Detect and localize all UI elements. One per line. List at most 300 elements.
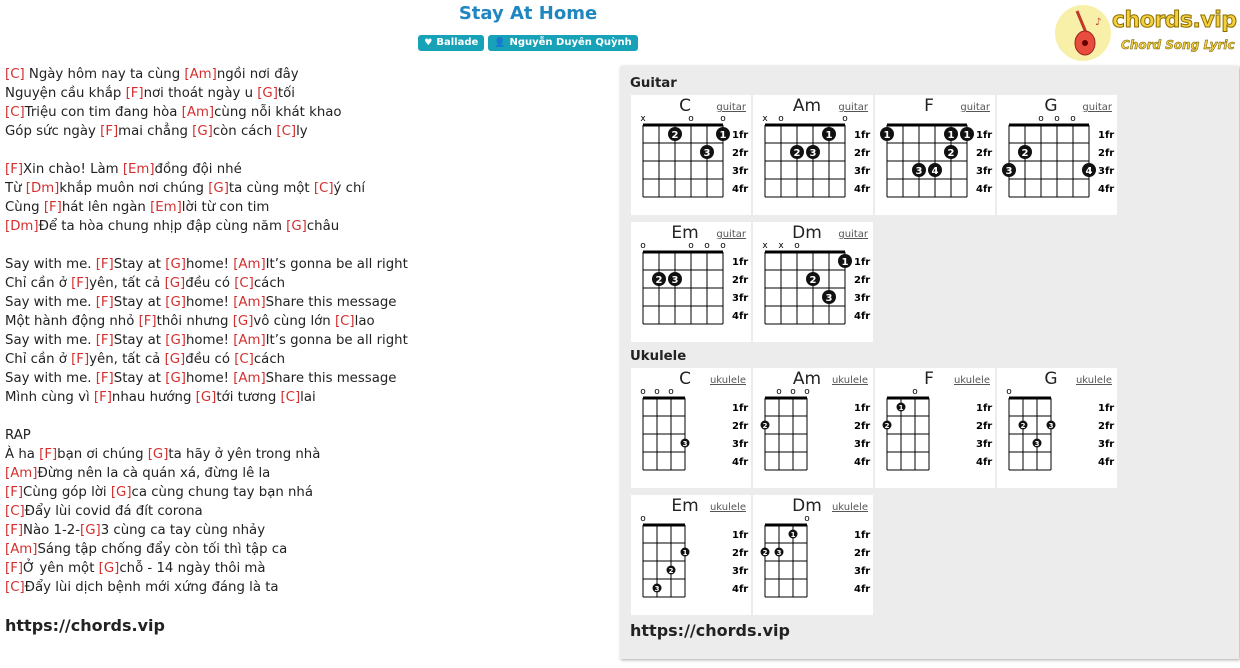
fret-label: 4fr bbox=[854, 457, 871, 468]
lyric-line bbox=[5, 274, 605, 293]
string-mark: o bbox=[720, 114, 726, 124]
footer-url[interactable]: https://chords.vip bbox=[5, 616, 165, 635]
ukulele-chord-c[interactable] bbox=[631, 368, 751, 488]
lyric-text: khắp muôn nơi chúng bbox=[59, 181, 209, 196]
finger-number: 1 bbox=[898, 404, 904, 412]
chord-marker[interactable]: [F] bbox=[100, 124, 119, 139]
guitar-link[interactable]: guitar bbox=[838, 102, 868, 113]
lyric-text: ta cùng một bbox=[228, 181, 314, 196]
finger-number: 2 bbox=[762, 422, 768, 430]
genre-label: Ballade bbox=[436, 37, 479, 48]
string-mark: x bbox=[640, 114, 646, 124]
lyric-text: Góp sức ngày bbox=[5, 124, 101, 139]
fret-label: 3fr bbox=[854, 293, 871, 304]
fret-label: 1fr bbox=[854, 530, 871, 541]
tag-row bbox=[0, 35, 1056, 51]
lyric-line bbox=[5, 426, 605, 445]
string-mark: o bbox=[804, 387, 810, 397]
string-mark: o bbox=[804, 514, 810, 524]
lyric-line bbox=[5, 312, 605, 331]
lyric-text: bạn ơi chúng bbox=[57, 447, 148, 462]
lyric-text: yên, tất cả bbox=[89, 276, 165, 291]
guitar-section-title: Guitar bbox=[630, 76, 677, 91]
fret-label: 4fr bbox=[976, 457, 993, 468]
lyric-text: Stay at bbox=[113, 295, 166, 310]
ukulele-link[interactable]: ukulele bbox=[831, 502, 868, 513]
lyric-text: Cùng bbox=[5, 200, 44, 215]
lyric-text: ly bbox=[296, 124, 308, 139]
string-mark: o bbox=[640, 387, 646, 397]
chord-marker[interactable]: [Dm] bbox=[25, 181, 60, 196]
guitar-link[interactable]: guitar bbox=[1082, 102, 1112, 113]
finger-number: 2 bbox=[1021, 148, 1029, 159]
string-mark: o bbox=[1070, 114, 1076, 124]
chord-marker[interactable]: [G] bbox=[208, 181, 229, 196]
finger-number: 3 bbox=[671, 275, 679, 286]
lyric-text: hát lên ngàn bbox=[61, 200, 151, 215]
lyric-line bbox=[5, 179, 605, 198]
finger-number: 2 bbox=[671, 130, 679, 141]
chord-name: G bbox=[1044, 96, 1058, 116]
logo-wordmark: chords.vip bbox=[1112, 8, 1237, 33]
lyric-line bbox=[5, 122, 605, 141]
chord-marker[interactable]: [C] bbox=[5, 105, 25, 120]
string-mark: o bbox=[778, 114, 784, 124]
chord-marker[interactable]: [F] bbox=[95, 295, 114, 310]
chord-marker[interactable]: [G] bbox=[110, 485, 132, 500]
chord-marker[interactable]: [G] bbox=[165, 333, 186, 348]
lyric-text: Chỉ cần ở bbox=[5, 276, 72, 291]
chord-marker[interactable]: [F] bbox=[71, 352, 90, 367]
guitar-chord-em[interactable] bbox=[631, 222, 751, 342]
lyric-text: RAP bbox=[5, 428, 31, 443]
fret-label: 3fr bbox=[854, 166, 871, 177]
fret-label: 4fr bbox=[1098, 184, 1115, 195]
fret-label: 2fr bbox=[854, 421, 871, 432]
lyric-text: ca cùng chung tay bạn nhá bbox=[131, 485, 314, 500]
chord-marker[interactable]: [F] bbox=[43, 200, 62, 215]
lyric-line bbox=[5, 369, 605, 388]
fret-label: 3fr bbox=[732, 566, 749, 577]
genre-tag[interactable] bbox=[418, 35, 484, 51]
chord-marker[interactable]: [C] bbox=[280, 390, 301, 405]
string-mark: o bbox=[640, 514, 646, 524]
finger-number: 2 bbox=[1020, 422, 1026, 430]
fret-label: 2fr bbox=[854, 275, 871, 286]
lyric-text: lai bbox=[300, 390, 316, 405]
string-mark: o bbox=[720, 241, 726, 251]
string-mark: o bbox=[1006, 387, 1012, 397]
chord-marker[interactable]: [G] bbox=[165, 257, 186, 272]
lyric-text: nơi thoát ngày u bbox=[143, 86, 258, 101]
fret-label: 3fr bbox=[854, 439, 871, 450]
chord-name: C bbox=[679, 369, 691, 389]
lyric-text: cùng nỗi khát khao bbox=[214, 105, 342, 120]
lyric-line bbox=[5, 483, 605, 502]
chord-marker[interactable]: [G] bbox=[80, 523, 101, 538]
fret-label: 4fr bbox=[976, 184, 993, 195]
fret-label: 1fr bbox=[976, 130, 993, 141]
fret-label: 3fr bbox=[732, 439, 749, 450]
ukulele-chord-g[interactable] bbox=[997, 368, 1117, 488]
lyric-text: Say with me. bbox=[5, 333, 96, 348]
finger-number: 2 bbox=[762, 549, 768, 557]
chord-name: F bbox=[924, 369, 934, 389]
fret-label: 4fr bbox=[854, 584, 871, 595]
panel-url[interactable]: https://chords.vip bbox=[630, 621, 790, 640]
lyric-text: It’s gonna be all right bbox=[265, 257, 408, 272]
lyric-text: cách bbox=[253, 352, 286, 367]
lyric-line bbox=[5, 293, 605, 312]
guitar-chord-f[interactable] bbox=[875, 95, 995, 215]
lyric-line bbox=[5, 407, 605, 426]
fret-label: 2fr bbox=[732, 421, 749, 432]
string-mark: o bbox=[912, 387, 918, 397]
lyric-line bbox=[5, 198, 605, 217]
guitar-chord-c[interactable] bbox=[631, 95, 751, 215]
svg-text:♪: ♪ bbox=[1095, 17, 1102, 28]
fret-label: 2fr bbox=[976, 421, 993, 432]
lyric-text: nhau hướng bbox=[111, 390, 196, 405]
artist-tag[interactable] bbox=[488, 35, 637, 51]
lyric-line bbox=[5, 65, 605, 84]
finger-number: 4 bbox=[931, 166, 939, 177]
finger-number: 3 bbox=[1048, 422, 1054, 430]
chord-marker[interactable]: [C] bbox=[334, 314, 355, 329]
fret-label: 4fr bbox=[1098, 457, 1115, 468]
finger-number: 3 bbox=[915, 166, 923, 177]
lyric-text: À ha bbox=[5, 447, 40, 462]
chord-marker[interactable]: [C] bbox=[5, 580, 25, 595]
guitar-chord-dm[interactable] bbox=[753, 222, 873, 342]
chord-marker[interactable]: [Am] bbox=[181, 105, 215, 120]
lyric-text: tới tương bbox=[216, 390, 281, 405]
chord-marker[interactable]: [C] bbox=[234, 352, 254, 367]
chord-marker[interactable]: [Am] bbox=[233, 333, 266, 348]
lyric-text: chỗ - 14 ngày thôi mà bbox=[119, 561, 266, 576]
lyric-line bbox=[5, 521, 605, 540]
string-mark: o bbox=[654, 387, 660, 397]
finger-number: 1 bbox=[841, 257, 849, 268]
finger-number: 1 bbox=[947, 130, 955, 141]
fret-label: 3fr bbox=[1098, 166, 1115, 177]
chord-marker[interactable]: [C] bbox=[234, 276, 254, 291]
string-mark: o bbox=[842, 114, 848, 124]
lyric-text: thôi nhưng bbox=[156, 314, 233, 329]
chord-marker[interactable]: [F] bbox=[5, 485, 24, 500]
fret-label: 4fr bbox=[732, 184, 749, 195]
chord-marker[interactable]: [Am] bbox=[5, 542, 38, 557]
finger-number: 3 bbox=[809, 148, 817, 159]
chord-name: F bbox=[924, 96, 934, 116]
lyric-line bbox=[5, 255, 605, 274]
fret-label: 1fr bbox=[732, 257, 749, 268]
fret-label: 2fr bbox=[732, 548, 749, 559]
finger-number: 4 bbox=[1085, 166, 1093, 177]
lyric-text: Say with me. bbox=[5, 257, 96, 272]
finger-number: 1 bbox=[682, 549, 688, 557]
finger-number: 2 bbox=[947, 148, 955, 159]
chord-marker[interactable]: [G] bbox=[286, 219, 307, 234]
fret-label: 3fr bbox=[976, 166, 993, 177]
guitar-chord-am[interactable] bbox=[753, 95, 873, 215]
guitar-link[interactable]: guitar bbox=[960, 102, 990, 113]
chord-name: Em bbox=[671, 496, 699, 516]
ukulele-link[interactable]: ukulele bbox=[709, 502, 746, 513]
fret-label: 3fr bbox=[1098, 439, 1115, 450]
string-mark: o bbox=[1038, 114, 1044, 124]
chord-name: Dm bbox=[792, 223, 822, 243]
ukulele-link[interactable]: ukulele bbox=[709, 375, 746, 386]
guitar-link[interactable]: guitar bbox=[716, 229, 746, 240]
fret-label: 2fr bbox=[732, 275, 749, 286]
finger-number: 2 bbox=[668, 567, 674, 575]
lyric-text: châu bbox=[306, 219, 340, 234]
lyrics-block bbox=[5, 65, 605, 597]
lyric-text: It’s gonna be all right bbox=[265, 333, 408, 348]
finger-number: 3 bbox=[825, 293, 833, 304]
string-mark: o bbox=[790, 387, 796, 397]
lyric-line bbox=[5, 103, 605, 122]
finger-number: 3 bbox=[682, 440, 688, 448]
fret-label: 1fr bbox=[732, 530, 749, 541]
fret-label: 2fr bbox=[976, 148, 993, 159]
finger-number: 2 bbox=[793, 148, 801, 159]
chord-marker[interactable]: [Dm] bbox=[5, 219, 39, 234]
lyric-text: Đừng nên la cà quán xá, đừng lê la bbox=[37, 466, 271, 481]
lyric-text: Đẩy lùi dịch bệnh mới xứng đáng là ta bbox=[24, 580, 279, 595]
guitar-logo-icon bbox=[1055, 5, 1111, 61]
chord-name: Am bbox=[792, 96, 822, 116]
finger-number: 1 bbox=[790, 531, 796, 539]
ukulele-chord-dm[interactable] bbox=[753, 495, 873, 615]
fret-label: 3fr bbox=[976, 439, 993, 450]
fret-label: 1fr bbox=[976, 403, 993, 414]
string-mark: x bbox=[778, 241, 784, 251]
fret-label: 2fr bbox=[1098, 148, 1115, 159]
chord-marker[interactable]: [F] bbox=[125, 86, 144, 101]
string-mark: o bbox=[640, 241, 646, 251]
chord-marker[interactable]: [F] bbox=[93, 390, 112, 405]
ukulele-chord-am[interactable] bbox=[753, 368, 873, 488]
chord-marker[interactable]: [Am] bbox=[5, 466, 38, 481]
chord-name: G bbox=[1044, 369, 1058, 389]
chord-marker[interactable]: [F] bbox=[95, 333, 114, 348]
lyric-text: Share this message bbox=[265, 295, 397, 310]
fret-label: 1fr bbox=[1098, 130, 1115, 141]
fret-label: 1fr bbox=[732, 130, 749, 141]
string-mark: x bbox=[762, 114, 768, 124]
lyric-text: Sáng tập chống đẩy còn tối thì tập ca bbox=[37, 542, 288, 557]
chord-marker[interactable]: [G] bbox=[147, 447, 169, 462]
fret-label: 4fr bbox=[732, 311, 749, 322]
chord-marker[interactable]: [Am] bbox=[233, 295, 266, 310]
string-mark: o bbox=[776, 387, 782, 397]
lyric-text: Ngày hôm nay ta cùng bbox=[24, 67, 185, 82]
chord-marker[interactable]: [C] bbox=[313, 181, 334, 196]
lyric-line bbox=[5, 84, 605, 103]
fret-label: 2fr bbox=[854, 148, 871, 159]
string-mark: o bbox=[794, 241, 800, 251]
ukulele-chord-em[interactable] bbox=[631, 495, 751, 615]
chord-marker[interactable]: [C] bbox=[276, 124, 297, 139]
ukulele-link[interactable]: ukulele bbox=[831, 375, 868, 386]
finger-number: 2 bbox=[655, 275, 663, 286]
lyric-text: lao bbox=[354, 314, 375, 329]
lyric-line bbox=[5, 578, 605, 597]
chord-name: Am bbox=[792, 369, 822, 389]
lyric-text: Từ bbox=[5, 181, 26, 196]
artist-label: Nguyễn Duyên Quỳnh bbox=[509, 37, 632, 48]
finger-number: 1 bbox=[825, 130, 833, 141]
song-title: Stay At Home bbox=[458, 3, 598, 24]
lyric-line bbox=[5, 464, 605, 483]
chord-marker[interactable]: [Em] bbox=[150, 200, 182, 215]
chord-marker[interactable]: [F] bbox=[39, 447, 58, 462]
fret-label: 1fr bbox=[854, 403, 871, 414]
lyric-text: cách bbox=[253, 276, 286, 291]
string-mark: o bbox=[668, 387, 674, 397]
chord-marker[interactable]: [F] bbox=[138, 314, 157, 329]
guitar-link[interactable]: guitar bbox=[838, 229, 868, 240]
fret-label: 2fr bbox=[1098, 421, 1115, 432]
string-mark: o bbox=[688, 241, 694, 251]
lyric-line bbox=[5, 141, 605, 160]
string-mark: x bbox=[762, 241, 768, 251]
chord-marker[interactable]: [G] bbox=[257, 86, 278, 101]
logo-tagline: Chord Song Lyric bbox=[1121, 38, 1235, 52]
lyric-text: Đẩy lùi covid đá đít corona bbox=[24, 504, 203, 519]
lyric-text: Mình cùng vì bbox=[5, 390, 94, 405]
lyric-text: còn cách bbox=[212, 124, 277, 139]
chord-marker[interactable]: [G] bbox=[164, 276, 186, 291]
lyric-text: vô cùng lớn bbox=[253, 314, 335, 329]
ukulele-section-title: Ukulele bbox=[630, 349, 687, 364]
chord-marker[interactable]: [G] bbox=[98, 561, 120, 576]
fret-label: 4fr bbox=[854, 184, 871, 195]
string-mark: o bbox=[704, 241, 710, 251]
lyric-text: ngồi nơi đây bbox=[216, 67, 299, 82]
guitar-link[interactable]: guitar bbox=[716, 102, 746, 113]
chord-marker[interactable]: [Em] bbox=[122, 162, 155, 177]
lyric-text: Say with me. bbox=[5, 295, 96, 310]
finger-number: 3 bbox=[1005, 166, 1013, 177]
chord-marker[interactable]: [G] bbox=[165, 371, 186, 386]
lyric-line bbox=[5, 217, 605, 236]
lyric-text: lời từ con tim bbox=[181, 200, 270, 215]
chord-marker[interactable]: [Am] bbox=[233, 257, 266, 272]
heart-pulse-icon: ♥ bbox=[424, 38, 433, 48]
lyric-line bbox=[5, 559, 605, 578]
chord-marker[interactable]: [F] bbox=[71, 276, 90, 291]
lyric-text: Stay at bbox=[113, 371, 166, 386]
lyric-text: Nguyện cầu khắp bbox=[5, 86, 126, 101]
lyric-text: Để ta hòa chung nhịp đập cùng năm bbox=[38, 219, 287, 234]
lyric-text: Ở yên một bbox=[23, 561, 99, 576]
chord-marker[interactable]: [G] bbox=[195, 390, 217, 405]
chord-marker[interactable]: [G] bbox=[164, 352, 186, 367]
lyric-text: đều có bbox=[185, 276, 235, 291]
lyric-line bbox=[5, 160, 605, 179]
ukulele-link[interactable]: ukulele bbox=[953, 375, 990, 386]
chord-marker[interactable]: [G] bbox=[192, 124, 213, 139]
finger-number: 1 bbox=[963, 130, 971, 141]
finger-number: 3 bbox=[776, 549, 782, 557]
chord-marker[interactable]: [F] bbox=[5, 523, 24, 538]
lyric-text: Nào 1-2- bbox=[23, 523, 81, 538]
chord-marker[interactable]: [Am] bbox=[184, 67, 217, 82]
lyric-line bbox=[5, 236, 605, 255]
lyric-text: 3 cùng ca tay cùng nhảy bbox=[100, 523, 266, 538]
finger-number: 3 bbox=[1034, 440, 1040, 448]
lyric-text: Share this message bbox=[265, 371, 397, 386]
fret-label: 2fr bbox=[854, 548, 871, 559]
lyric-text: đồng đội nhé bbox=[154, 162, 242, 177]
fret-label: 1fr bbox=[1098, 403, 1115, 414]
chord-panel bbox=[620, 66, 1239, 659]
fret-label: 2fr bbox=[732, 148, 749, 159]
chord-marker[interactable]: [F] bbox=[95, 371, 114, 386]
lyric-text: home! bbox=[185, 371, 234, 386]
user-icon: 👤 bbox=[494, 38, 506, 48]
finger-number: 3 bbox=[654, 585, 660, 593]
string-mark: o bbox=[1054, 114, 1060, 124]
lyric-text: home! bbox=[185, 333, 234, 348]
lyric-text: mai chẳng bbox=[118, 124, 193, 139]
chord-name: Dm bbox=[792, 496, 822, 516]
finger-number: 1 bbox=[883, 130, 891, 141]
fret-label: 1fr bbox=[732, 403, 749, 414]
chord-marker[interactable]: [Am] bbox=[233, 371, 266, 386]
lyric-text: Say with me. bbox=[5, 371, 96, 386]
fret-label: 3fr bbox=[854, 566, 871, 577]
chord-marker[interactable]: [C] bbox=[5, 504, 25, 519]
fret-label: 1fr bbox=[854, 257, 871, 268]
lyric-text: Stay at bbox=[113, 257, 166, 272]
lyric-text: yên, tất cả bbox=[89, 352, 165, 367]
lyric-text: đều có bbox=[185, 352, 235, 367]
chord-marker[interactable]: [F] bbox=[95, 257, 114, 272]
chord-marker[interactable]: [G] bbox=[232, 314, 254, 329]
fret-label: 3fr bbox=[732, 293, 749, 304]
lyric-text: tối bbox=[277, 86, 295, 101]
lyric-text: ta hãy ở yên trong nhà bbox=[168, 447, 321, 462]
lyric-text: Stay at bbox=[113, 333, 166, 348]
chord-marker[interactable]: [G] bbox=[165, 295, 186, 310]
lyric-text: Cùng góp lời bbox=[23, 485, 111, 500]
fret-label: 4fr bbox=[732, 584, 749, 595]
lyric-line bbox=[5, 540, 605, 559]
ukulele-chord-f[interactable] bbox=[875, 368, 995, 488]
lyric-line bbox=[5, 350, 605, 369]
chord-name: Em bbox=[671, 223, 699, 243]
lyric-line bbox=[5, 388, 605, 407]
site-logo[interactable] bbox=[1055, 5, 1235, 61]
fret-label: 4fr bbox=[854, 311, 871, 322]
chord-marker[interactable]: [F] bbox=[5, 162, 24, 177]
ukulele-link[interactable]: ukulele bbox=[1075, 375, 1112, 386]
lyric-text: Triệu con tim đang hòa bbox=[24, 105, 182, 120]
chord-marker[interactable]: [C] bbox=[5, 67, 25, 82]
string-mark: o bbox=[688, 114, 694, 124]
fret-label: 1fr bbox=[854, 130, 871, 141]
chord-marker[interactable]: [F] bbox=[5, 561, 24, 576]
lyric-text: home! bbox=[185, 257, 234, 272]
finger-number: 3 bbox=[703, 148, 711, 159]
finger-number: 2 bbox=[809, 275, 817, 286]
guitar-chord-g[interactable] bbox=[997, 95, 1117, 215]
lyric-text: ý chí bbox=[333, 181, 366, 196]
